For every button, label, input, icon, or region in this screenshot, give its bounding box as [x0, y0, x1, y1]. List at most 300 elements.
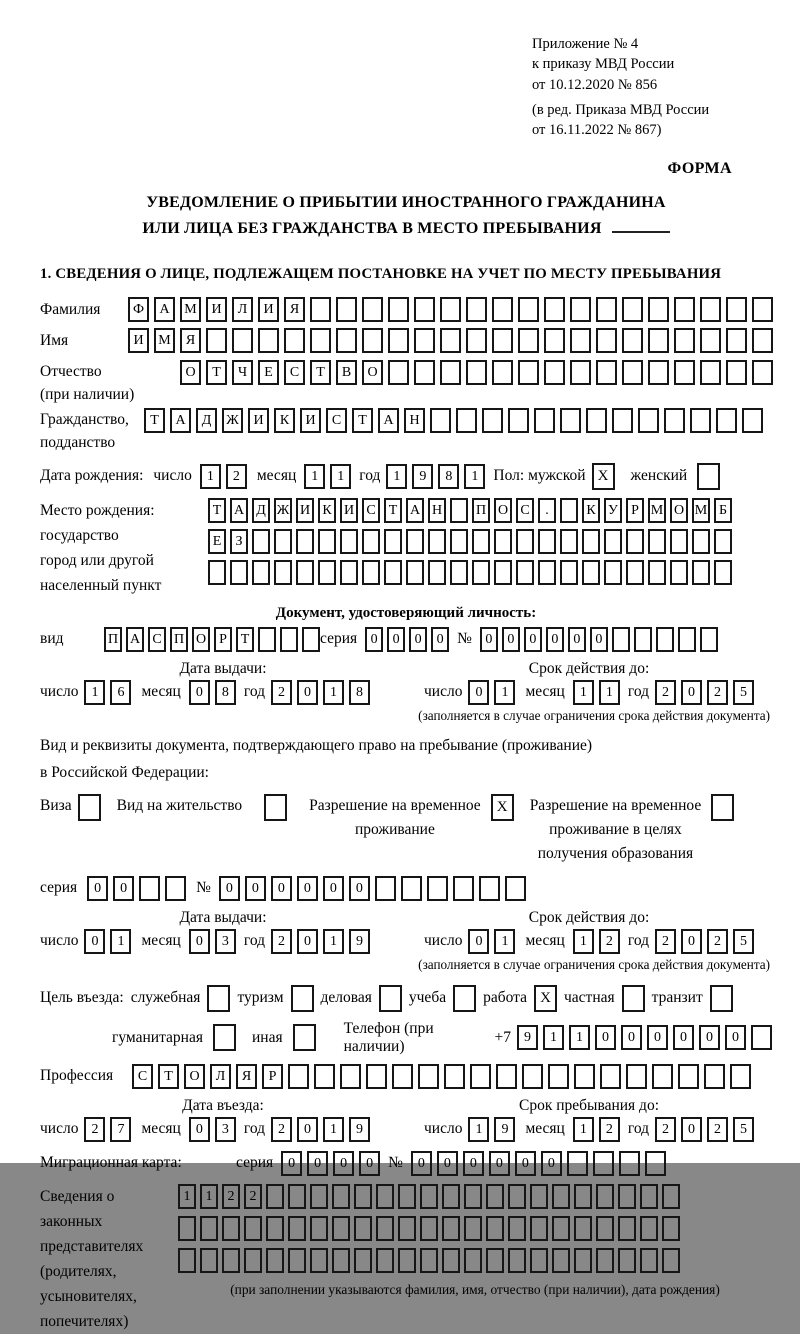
- char-cell[interactable]: Я: [284, 297, 305, 322]
- char-cell[interactable]: 1: [323, 929, 344, 954]
- char-cell[interactable]: 0: [189, 1117, 210, 1142]
- char-cell[interactable]: [516, 529, 534, 554]
- char-cell[interactable]: [280, 627, 298, 652]
- purpose-other-checkbox[interactable]: [293, 1024, 316, 1051]
- char-cell[interactable]: [206, 328, 227, 353]
- char-cell[interactable]: 0: [387, 627, 405, 652]
- char-cell[interactable]: Ч: [232, 360, 253, 385]
- char-cell[interactable]: [648, 328, 669, 353]
- char-cell[interactable]: [752, 297, 773, 322]
- char-cell[interactable]: [714, 529, 732, 554]
- char-cell[interactable]: Ф: [128, 297, 149, 322]
- char-cell[interactable]: 0: [681, 929, 702, 954]
- char-cell[interactable]: 2: [244, 1184, 262, 1209]
- char-cell[interactable]: [648, 560, 666, 585]
- char-cell[interactable]: Е: [258, 360, 279, 385]
- char-cell[interactable]: 0: [245, 876, 266, 901]
- char-cell[interactable]: [560, 529, 578, 554]
- char-cell[interactable]: [596, 328, 617, 353]
- char-cell[interactable]: [274, 560, 292, 585]
- char-cell[interactable]: [634, 627, 652, 652]
- char-cell[interactable]: 0: [409, 627, 427, 652]
- char-cell[interactable]: [284, 328, 305, 353]
- char-cell[interactable]: Л: [210, 1064, 231, 1089]
- char-cell[interactable]: 0: [87, 876, 108, 901]
- char-cell[interactable]: [560, 408, 581, 433]
- char-cell[interactable]: [466, 328, 487, 353]
- char-cell[interactable]: [178, 1216, 196, 1241]
- char-cell[interactable]: И: [248, 408, 269, 433]
- char-cell[interactable]: 0: [621, 1025, 642, 1050]
- char-cell[interactable]: О: [494, 498, 512, 523]
- char-cell[interactable]: [420, 1184, 438, 1209]
- char-cell[interactable]: [508, 408, 529, 433]
- char-cell[interactable]: 2: [655, 1117, 676, 1142]
- char-cell[interactable]: 0: [546, 627, 564, 652]
- char-cell[interactable]: [518, 360, 539, 385]
- char-cell[interactable]: 9: [349, 929, 370, 954]
- char-cell[interactable]: [314, 1064, 335, 1089]
- char-cell[interactable]: 0: [595, 1025, 616, 1050]
- char-cell[interactable]: Т: [310, 360, 331, 385]
- char-cell[interactable]: [310, 1184, 328, 1209]
- char-cell[interactable]: К: [318, 498, 336, 523]
- char-cell[interactable]: 1: [494, 929, 515, 954]
- char-cell[interactable]: [388, 297, 409, 322]
- char-cell[interactable]: [626, 560, 644, 585]
- char-cell[interactable]: [354, 1216, 372, 1241]
- char-cell[interactable]: [726, 328, 747, 353]
- char-cell[interactable]: [670, 529, 688, 554]
- char-cell[interactable]: [302, 627, 320, 652]
- char-cell[interactable]: [619, 1151, 640, 1176]
- char-cell[interactable]: Я: [236, 1064, 257, 1089]
- char-cell[interactable]: 1: [386, 464, 407, 489]
- char-cell[interactable]: А: [230, 498, 248, 523]
- char-cell[interactable]: 1: [330, 464, 351, 489]
- char-cell[interactable]: [726, 360, 747, 385]
- char-cell[interactable]: [464, 1248, 482, 1273]
- char-cell[interactable]: Ж: [274, 498, 292, 523]
- char-cell[interactable]: [366, 1064, 387, 1089]
- char-cell[interactable]: [401, 876, 422, 901]
- char-cell[interactable]: [486, 1248, 504, 1273]
- char-cell[interactable]: 0: [468, 929, 489, 954]
- char-cell[interactable]: [266, 1248, 284, 1273]
- char-cell[interactable]: 3: [215, 929, 236, 954]
- char-cell[interactable]: И: [296, 498, 314, 523]
- char-cell[interactable]: [310, 1248, 328, 1273]
- char-cell[interactable]: 1: [599, 680, 620, 705]
- purpose-transit-checkbox[interactable]: [710, 985, 733, 1012]
- char-cell[interactable]: [560, 560, 578, 585]
- char-cell[interactable]: [464, 1184, 482, 1209]
- char-cell[interactable]: [648, 360, 669, 385]
- char-cell[interactable]: 0: [297, 929, 318, 954]
- char-cell[interactable]: [310, 328, 331, 353]
- char-cell[interactable]: 2: [599, 1117, 620, 1142]
- char-cell[interactable]: [670, 560, 688, 585]
- char-cell[interactable]: [574, 1248, 592, 1273]
- char-cell[interactable]: [222, 1248, 240, 1273]
- char-cell[interactable]: [600, 1064, 621, 1089]
- char-cell[interactable]: 0: [725, 1025, 746, 1050]
- char-cell[interactable]: [544, 360, 565, 385]
- char-cell[interactable]: [612, 627, 630, 652]
- char-cell[interactable]: [486, 1216, 504, 1241]
- char-cell[interactable]: [596, 297, 617, 322]
- char-cell[interactable]: [622, 297, 643, 322]
- char-cell[interactable]: 0: [681, 680, 702, 705]
- char-cell[interactable]: О: [362, 360, 383, 385]
- char-cell[interactable]: 2: [271, 1117, 292, 1142]
- char-cell[interactable]: [648, 529, 666, 554]
- char-cell[interactable]: [496, 1064, 517, 1089]
- char-cell[interactable]: Б: [714, 498, 732, 523]
- char-cell[interactable]: О: [670, 498, 688, 523]
- char-cell[interactable]: 0: [590, 627, 608, 652]
- char-cell[interactable]: 2: [271, 929, 292, 954]
- char-cell[interactable]: И: [258, 297, 279, 322]
- char-cell[interactable]: [648, 297, 669, 322]
- char-cell[interactable]: 1: [200, 1184, 218, 1209]
- char-cell[interactable]: [494, 560, 512, 585]
- char-cell[interactable]: Я: [180, 328, 201, 353]
- char-cell[interactable]: [442, 1248, 460, 1273]
- char-cell[interactable]: 0: [323, 876, 344, 901]
- char-cell[interactable]: [442, 1216, 460, 1241]
- char-cell[interactable]: [384, 560, 402, 585]
- char-cell[interactable]: [714, 560, 732, 585]
- char-cell[interactable]: [340, 560, 358, 585]
- char-cell[interactable]: [362, 297, 383, 322]
- char-cell[interactable]: [388, 328, 409, 353]
- char-cell[interactable]: 8: [349, 680, 370, 705]
- char-cell[interactable]: 0: [699, 1025, 720, 1050]
- char-cell[interactable]: [662, 1248, 680, 1273]
- char-cell[interactable]: [392, 1064, 413, 1089]
- char-cell[interactable]: [336, 297, 357, 322]
- char-cell[interactable]: 3: [215, 1117, 236, 1142]
- char-cell[interactable]: [222, 1216, 240, 1241]
- char-cell[interactable]: [508, 1216, 526, 1241]
- char-cell[interactable]: [406, 560, 424, 585]
- char-cell[interactable]: [362, 328, 383, 353]
- char-cell[interactable]: 0: [219, 876, 240, 901]
- char-cell[interactable]: [751, 1025, 772, 1050]
- char-cell[interactable]: [700, 360, 721, 385]
- char-cell[interactable]: [596, 1216, 614, 1241]
- char-cell[interactable]: 0: [431, 627, 449, 652]
- char-cell[interactable]: [362, 560, 380, 585]
- char-cell[interactable]: Т: [206, 360, 227, 385]
- char-cell[interactable]: К: [582, 498, 600, 523]
- char-cell[interactable]: [414, 328, 435, 353]
- char-cell[interactable]: [450, 529, 468, 554]
- char-cell[interactable]: [288, 1248, 306, 1273]
- char-cell[interactable]: [656, 627, 674, 652]
- char-cell[interactable]: [534, 408, 555, 433]
- char-cell[interactable]: [354, 1248, 372, 1273]
- char-cell[interactable]: [505, 876, 526, 901]
- char-cell[interactable]: 1: [573, 929, 594, 954]
- char-cell[interactable]: 0: [489, 1151, 510, 1176]
- char-cell[interactable]: Л: [232, 297, 253, 322]
- char-cell[interactable]: М: [180, 297, 201, 322]
- char-cell[interactable]: 0: [463, 1151, 484, 1176]
- char-cell[interactable]: [604, 529, 622, 554]
- char-cell[interactable]: 0: [297, 1117, 318, 1142]
- char-cell[interactable]: 5: [733, 680, 754, 705]
- char-cell[interactable]: 6: [110, 680, 131, 705]
- char-cell[interactable]: [522, 1064, 543, 1089]
- char-cell[interactable]: [398, 1184, 416, 1209]
- char-cell[interactable]: [442, 1184, 460, 1209]
- char-cell[interactable]: 5: [733, 1117, 754, 1142]
- char-cell[interactable]: Т: [352, 408, 373, 433]
- char-cell[interactable]: 2: [226, 464, 247, 489]
- char-cell[interactable]: [288, 1216, 306, 1241]
- char-cell[interactable]: [274, 529, 292, 554]
- char-cell[interactable]: З: [230, 529, 248, 554]
- char-cell[interactable]: [450, 498, 468, 523]
- char-cell[interactable]: 1: [573, 1117, 594, 1142]
- char-cell[interactable]: [582, 529, 600, 554]
- char-cell[interactable]: [398, 1248, 416, 1273]
- char-cell[interactable]: [244, 1248, 262, 1273]
- char-cell[interactable]: 0: [113, 876, 134, 901]
- char-cell[interactable]: М: [692, 498, 710, 523]
- char-cell[interactable]: [464, 1216, 482, 1241]
- char-cell[interactable]: [692, 529, 710, 554]
- char-cell[interactable]: И: [206, 297, 227, 322]
- char-cell[interactable]: [518, 297, 539, 322]
- char-cell[interactable]: 2: [707, 929, 728, 954]
- char-cell[interactable]: [376, 1248, 394, 1273]
- char-cell[interactable]: [492, 297, 513, 322]
- char-cell[interactable]: [593, 1151, 614, 1176]
- char-cell[interactable]: Д: [252, 498, 270, 523]
- char-cell[interactable]: [232, 328, 253, 353]
- char-cell[interactable]: [538, 529, 556, 554]
- char-cell[interactable]: М: [648, 498, 666, 523]
- char-cell[interactable]: [567, 1151, 588, 1176]
- char-cell[interactable]: [200, 1248, 218, 1273]
- char-cell[interactable]: [596, 1184, 614, 1209]
- char-cell[interactable]: И: [128, 328, 149, 353]
- char-cell[interactable]: [560, 498, 578, 523]
- purpose-humanitarian-checkbox[interactable]: [213, 1024, 236, 1051]
- char-cell[interactable]: [266, 1216, 284, 1241]
- char-cell[interactable]: [310, 1216, 328, 1241]
- char-cell[interactable]: [574, 1216, 592, 1241]
- char-cell[interactable]: 9: [349, 1117, 370, 1142]
- char-cell[interactable]: 0: [681, 1117, 702, 1142]
- char-cell[interactable]: 0: [84, 929, 105, 954]
- char-cell[interactable]: [258, 627, 276, 652]
- char-cell[interactable]: [178, 1248, 196, 1273]
- char-cell[interactable]: [618, 1216, 636, 1241]
- char-cell[interactable]: [230, 560, 248, 585]
- char-cell[interactable]: С: [362, 498, 380, 523]
- char-cell[interactable]: [406, 529, 424, 554]
- char-cell[interactable]: [548, 1064, 569, 1089]
- char-cell[interactable]: [626, 1064, 647, 1089]
- char-cell[interactable]: [332, 1248, 350, 1273]
- char-cell[interactable]: [640, 1184, 658, 1209]
- char-cell[interactable]: [414, 360, 435, 385]
- char-cell[interactable]: [678, 627, 696, 652]
- char-cell[interactable]: [470, 1064, 491, 1089]
- visa-checkbox[interactable]: [78, 794, 101, 821]
- char-cell[interactable]: А: [154, 297, 175, 322]
- char-cell[interactable]: [376, 1216, 394, 1241]
- char-cell[interactable]: [428, 560, 446, 585]
- char-cell[interactable]: А: [170, 408, 191, 433]
- char-cell[interactable]: [570, 297, 591, 322]
- char-cell[interactable]: [622, 328, 643, 353]
- char-cell[interactable]: 2: [707, 680, 728, 705]
- char-cell[interactable]: 2: [655, 929, 676, 954]
- char-cell[interactable]: 2: [84, 1117, 105, 1142]
- char-cell[interactable]: 0: [359, 1151, 380, 1176]
- char-cell[interactable]: [332, 1216, 350, 1241]
- char-cell[interactable]: [674, 360, 695, 385]
- residence-permit-checkbox[interactable]: [264, 794, 287, 821]
- char-cell[interactable]: О: [192, 627, 210, 652]
- char-cell[interactable]: И: [300, 408, 321, 433]
- char-cell[interactable]: 0: [541, 1151, 562, 1176]
- char-cell[interactable]: [139, 876, 160, 901]
- char-cell[interactable]: 2: [707, 1117, 728, 1142]
- char-cell[interactable]: [479, 876, 500, 901]
- char-cell[interactable]: [288, 1184, 306, 1209]
- char-cell[interactable]: .: [538, 498, 556, 523]
- char-cell[interactable]: [596, 360, 617, 385]
- char-cell[interactable]: О: [184, 1064, 205, 1089]
- char-cell[interactable]: С: [132, 1064, 153, 1089]
- char-cell[interactable]: [318, 560, 336, 585]
- char-cell[interactable]: [414, 297, 435, 322]
- char-cell[interactable]: [530, 1216, 548, 1241]
- char-cell[interactable]: [552, 1248, 570, 1273]
- char-cell[interactable]: [574, 1064, 595, 1089]
- char-cell[interactable]: М: [154, 328, 175, 353]
- temp-permit-checkbox[interactable]: X: [491, 794, 514, 821]
- char-cell[interactable]: 0: [297, 680, 318, 705]
- char-cell[interactable]: 0: [647, 1025, 668, 1050]
- char-cell[interactable]: [440, 360, 461, 385]
- char-cell[interactable]: Т: [158, 1064, 179, 1089]
- char-cell[interactable]: 0: [437, 1151, 458, 1176]
- char-cell[interactable]: Т: [236, 627, 254, 652]
- char-cell[interactable]: Е: [208, 529, 226, 554]
- char-cell[interactable]: Н: [404, 408, 425, 433]
- char-cell[interactable]: С: [284, 360, 305, 385]
- char-cell[interactable]: [336, 328, 357, 353]
- char-cell[interactable]: [730, 1064, 751, 1089]
- char-cell[interactable]: [574, 1184, 592, 1209]
- char-cell[interactable]: 0: [502, 627, 520, 652]
- char-cell[interactable]: 1: [573, 680, 594, 705]
- char-cell[interactable]: Р: [214, 627, 232, 652]
- char-cell[interactable]: [618, 1184, 636, 1209]
- char-cell[interactable]: 2: [655, 680, 676, 705]
- char-cell[interactable]: [700, 328, 721, 353]
- char-cell[interactable]: [538, 560, 556, 585]
- char-cell[interactable]: [420, 1216, 438, 1241]
- char-cell[interactable]: [208, 560, 226, 585]
- char-cell[interactable]: 0: [307, 1151, 328, 1176]
- char-cell[interactable]: [570, 328, 591, 353]
- char-cell[interactable]: 0: [524, 627, 542, 652]
- char-cell[interactable]: [604, 560, 622, 585]
- char-cell[interactable]: 0: [480, 627, 498, 652]
- char-cell[interactable]: 9: [412, 464, 433, 489]
- char-cell[interactable]: Т: [384, 498, 402, 523]
- char-cell[interactable]: 2: [222, 1184, 240, 1209]
- char-cell[interactable]: А: [406, 498, 424, 523]
- char-cell[interactable]: [244, 1216, 262, 1241]
- char-cell[interactable]: [332, 1184, 350, 1209]
- char-cell[interactable]: Р: [262, 1064, 283, 1089]
- char-cell[interactable]: Д: [196, 408, 217, 433]
- char-cell[interactable]: [716, 408, 737, 433]
- char-cell[interactable]: [645, 1151, 666, 1176]
- char-cell[interactable]: 0: [189, 680, 210, 705]
- char-cell[interactable]: С: [326, 408, 347, 433]
- char-cell[interactable]: 7: [110, 1117, 131, 1142]
- char-cell[interactable]: К: [274, 408, 295, 433]
- char-cell[interactable]: [354, 1184, 372, 1209]
- char-cell[interactable]: [340, 1064, 361, 1089]
- char-cell[interactable]: 9: [494, 1117, 515, 1142]
- char-cell[interactable]: П: [104, 627, 122, 652]
- char-cell[interactable]: [430, 408, 451, 433]
- char-cell[interactable]: [638, 408, 659, 433]
- char-cell[interactable]: 0: [271, 876, 292, 901]
- char-cell[interactable]: 1: [304, 464, 325, 489]
- char-cell[interactable]: 0: [297, 876, 318, 901]
- char-cell[interactable]: [570, 360, 591, 385]
- char-cell[interactable]: [626, 529, 644, 554]
- char-cell[interactable]: [482, 408, 503, 433]
- char-cell[interactable]: 1: [84, 680, 105, 705]
- char-cell[interactable]: Н: [428, 498, 446, 523]
- char-cell[interactable]: [418, 1064, 439, 1089]
- char-cell[interactable]: [552, 1184, 570, 1209]
- char-cell[interactable]: [466, 297, 487, 322]
- char-cell[interactable]: [472, 560, 490, 585]
- char-cell[interactable]: [692, 560, 710, 585]
- char-cell[interactable]: 0: [281, 1151, 302, 1176]
- char-cell[interactable]: [518, 328, 539, 353]
- char-cell[interactable]: [340, 529, 358, 554]
- char-cell[interactable]: 1: [178, 1184, 196, 1209]
- purpose-tourism-checkbox[interactable]: [291, 985, 314, 1012]
- char-cell[interactable]: [662, 1216, 680, 1241]
- char-cell[interactable]: [704, 1064, 725, 1089]
- char-cell[interactable]: С: [516, 498, 534, 523]
- char-cell[interactable]: У: [604, 498, 622, 523]
- char-cell[interactable]: [428, 529, 446, 554]
- char-cell[interactable]: [674, 297, 695, 322]
- char-cell[interactable]: 0: [673, 1025, 694, 1050]
- char-cell[interactable]: Р: [626, 498, 644, 523]
- char-cell[interactable]: [662, 1184, 680, 1209]
- char-cell[interactable]: [288, 1064, 309, 1089]
- char-cell[interactable]: [752, 360, 773, 385]
